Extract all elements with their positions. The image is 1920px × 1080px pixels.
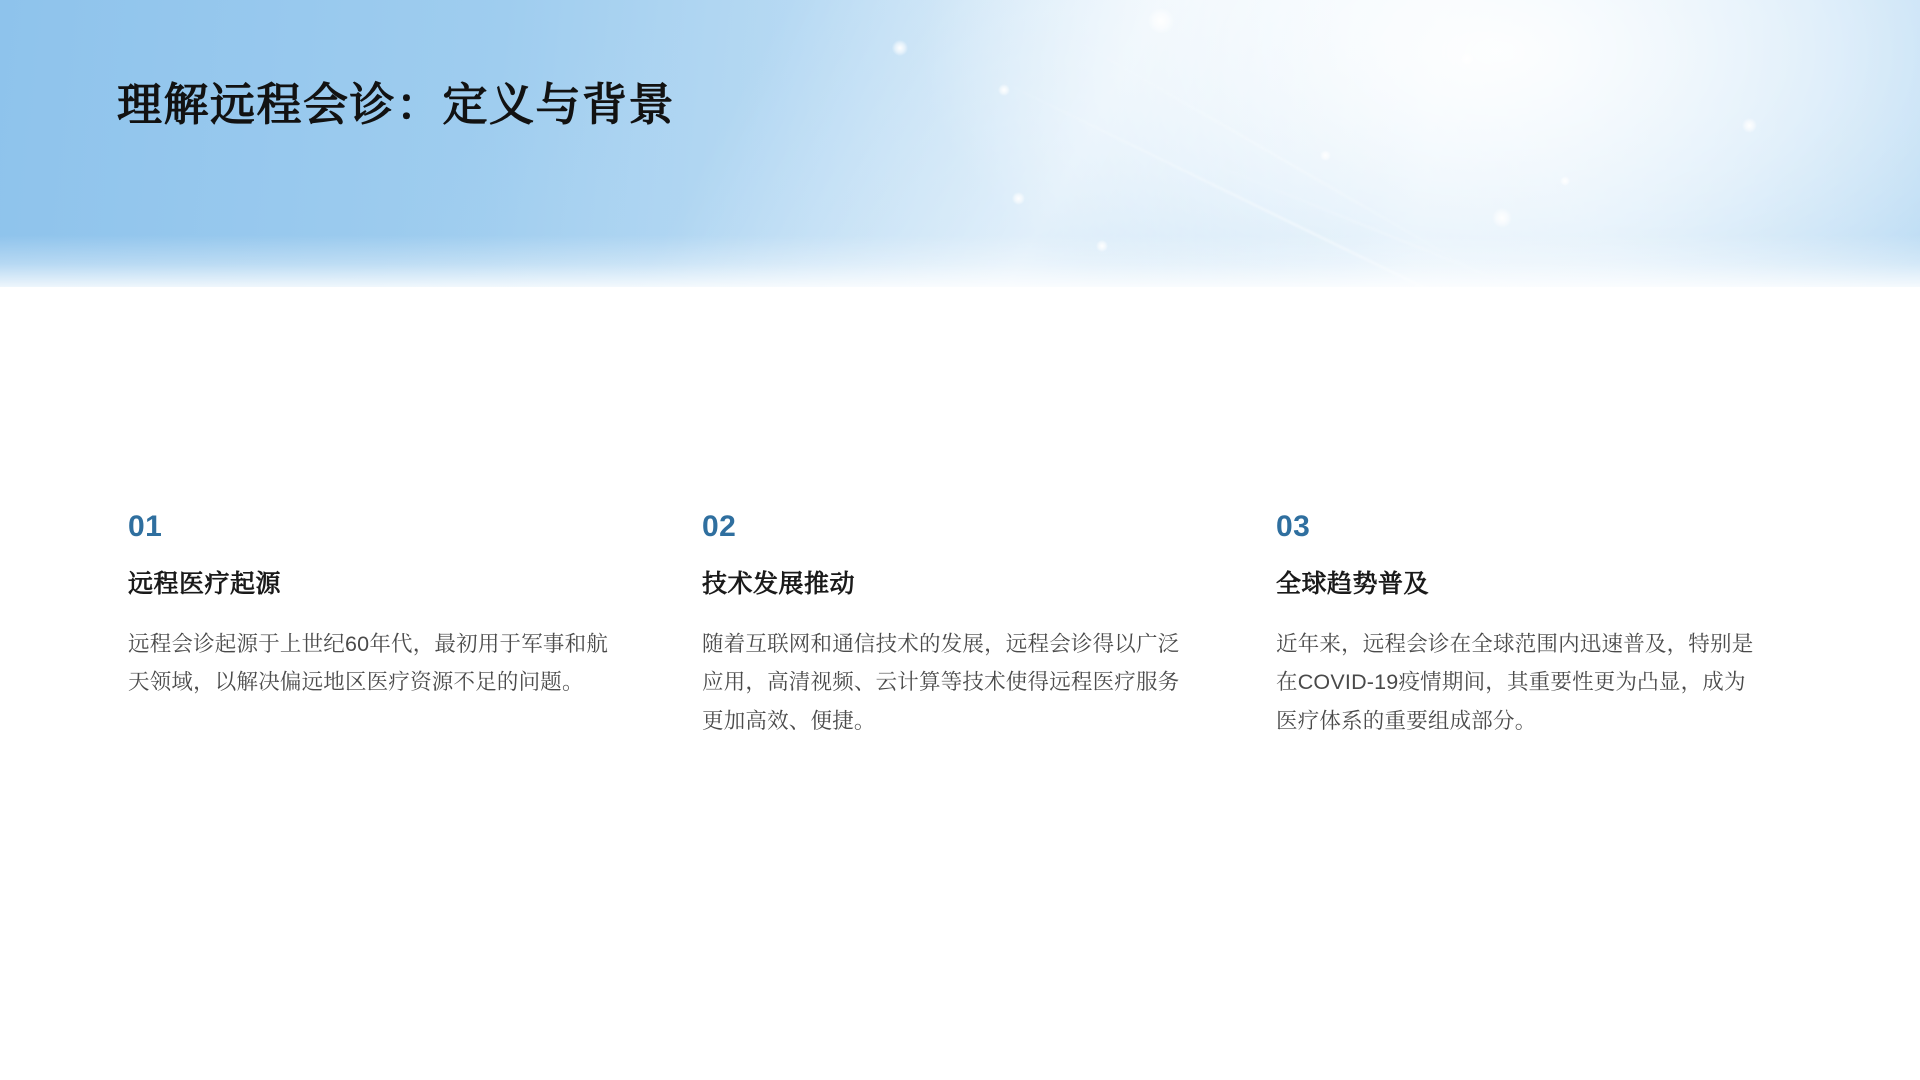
column-number: 03 (1276, 510, 1311, 543)
header-banner (0, 0, 1920, 287)
sparkle-icon (1492, 208, 1512, 228)
column-body-text: 随着互联网和通信技术的发展，远程会诊得以广泛应用，高清视频、云计算等技术使得远程医疗服务更加高效、便捷。 (702, 632, 1180, 733)
sparkle-icon (892, 40, 908, 56)
sparkle-icon (1742, 118, 1757, 133)
content-columns (128, 512, 1828, 740)
sparkle-icon (1148, 8, 1174, 34)
content-column (128, 512, 618, 740)
column-body-text: 近年来，远程会诊在全球范围内迅速普及，特别是在COVID-19疫情期间，其重要性更为凸显，成为医疗体系的重要组成部分。 (1276, 632, 1754, 733)
column-body-text: 远程会诊起源于上世纪60年代，最初用于军事和航天领域，以解决偏远地区医疗资源不足的问题。 (128, 632, 609, 695)
content-column (1276, 512, 1766, 740)
column-number: 02 (702, 510, 737, 543)
slide-title: 理解远程会诊：定义与背景 (117, 79, 676, 130)
header-bottom-fade (0, 235, 1920, 287)
sparkle-icon (1560, 176, 1570, 186)
sparkle-icon (1012, 192, 1025, 205)
sparkle-icon (1460, 52, 1474, 66)
sparkle-icon (1320, 150, 1331, 161)
column-heading: 远程医疗起源 (128, 570, 282, 598)
column-number: 01 (128, 510, 163, 543)
column-heading: 技术发展推动 (702, 570, 856, 598)
column-heading: 全球趋势普及 (1276, 570, 1430, 598)
content-column (702, 512, 1192, 740)
